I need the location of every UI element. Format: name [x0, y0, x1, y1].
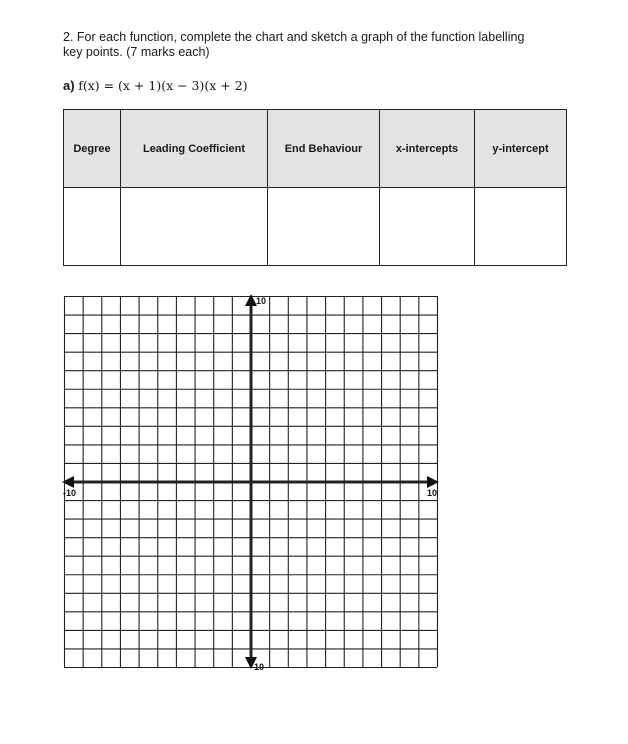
function-expression: f(x) = (x + 1)(x − 3)(x + 2)	[78, 78, 248, 93]
x-max-label: 10	[427, 488, 438, 498]
part-label: a)	[63, 78, 75, 93]
axes	[62, 294, 439, 669]
header-degree: Degree	[64, 110, 121, 188]
y-min-label: -10	[251, 662, 265, 672]
header-end-behaviour: End Behaviour	[268, 110, 380, 188]
header-leading-coefficient: Leading Coefficient	[121, 110, 268, 188]
header-x-intercepts: x-intercepts	[380, 110, 475, 188]
header-y-intercept: y-intercept	[475, 110, 567, 188]
x-axis-left-arrow-icon	[62, 476, 74, 488]
x-min-label: -10	[63, 488, 77, 498]
question-text: 2. For each function, complete the chart and sketch a graph of the function labelling key points. (7 marks each)	[63, 30, 525, 59]
y-max-label: 10	[256, 296, 267, 306]
